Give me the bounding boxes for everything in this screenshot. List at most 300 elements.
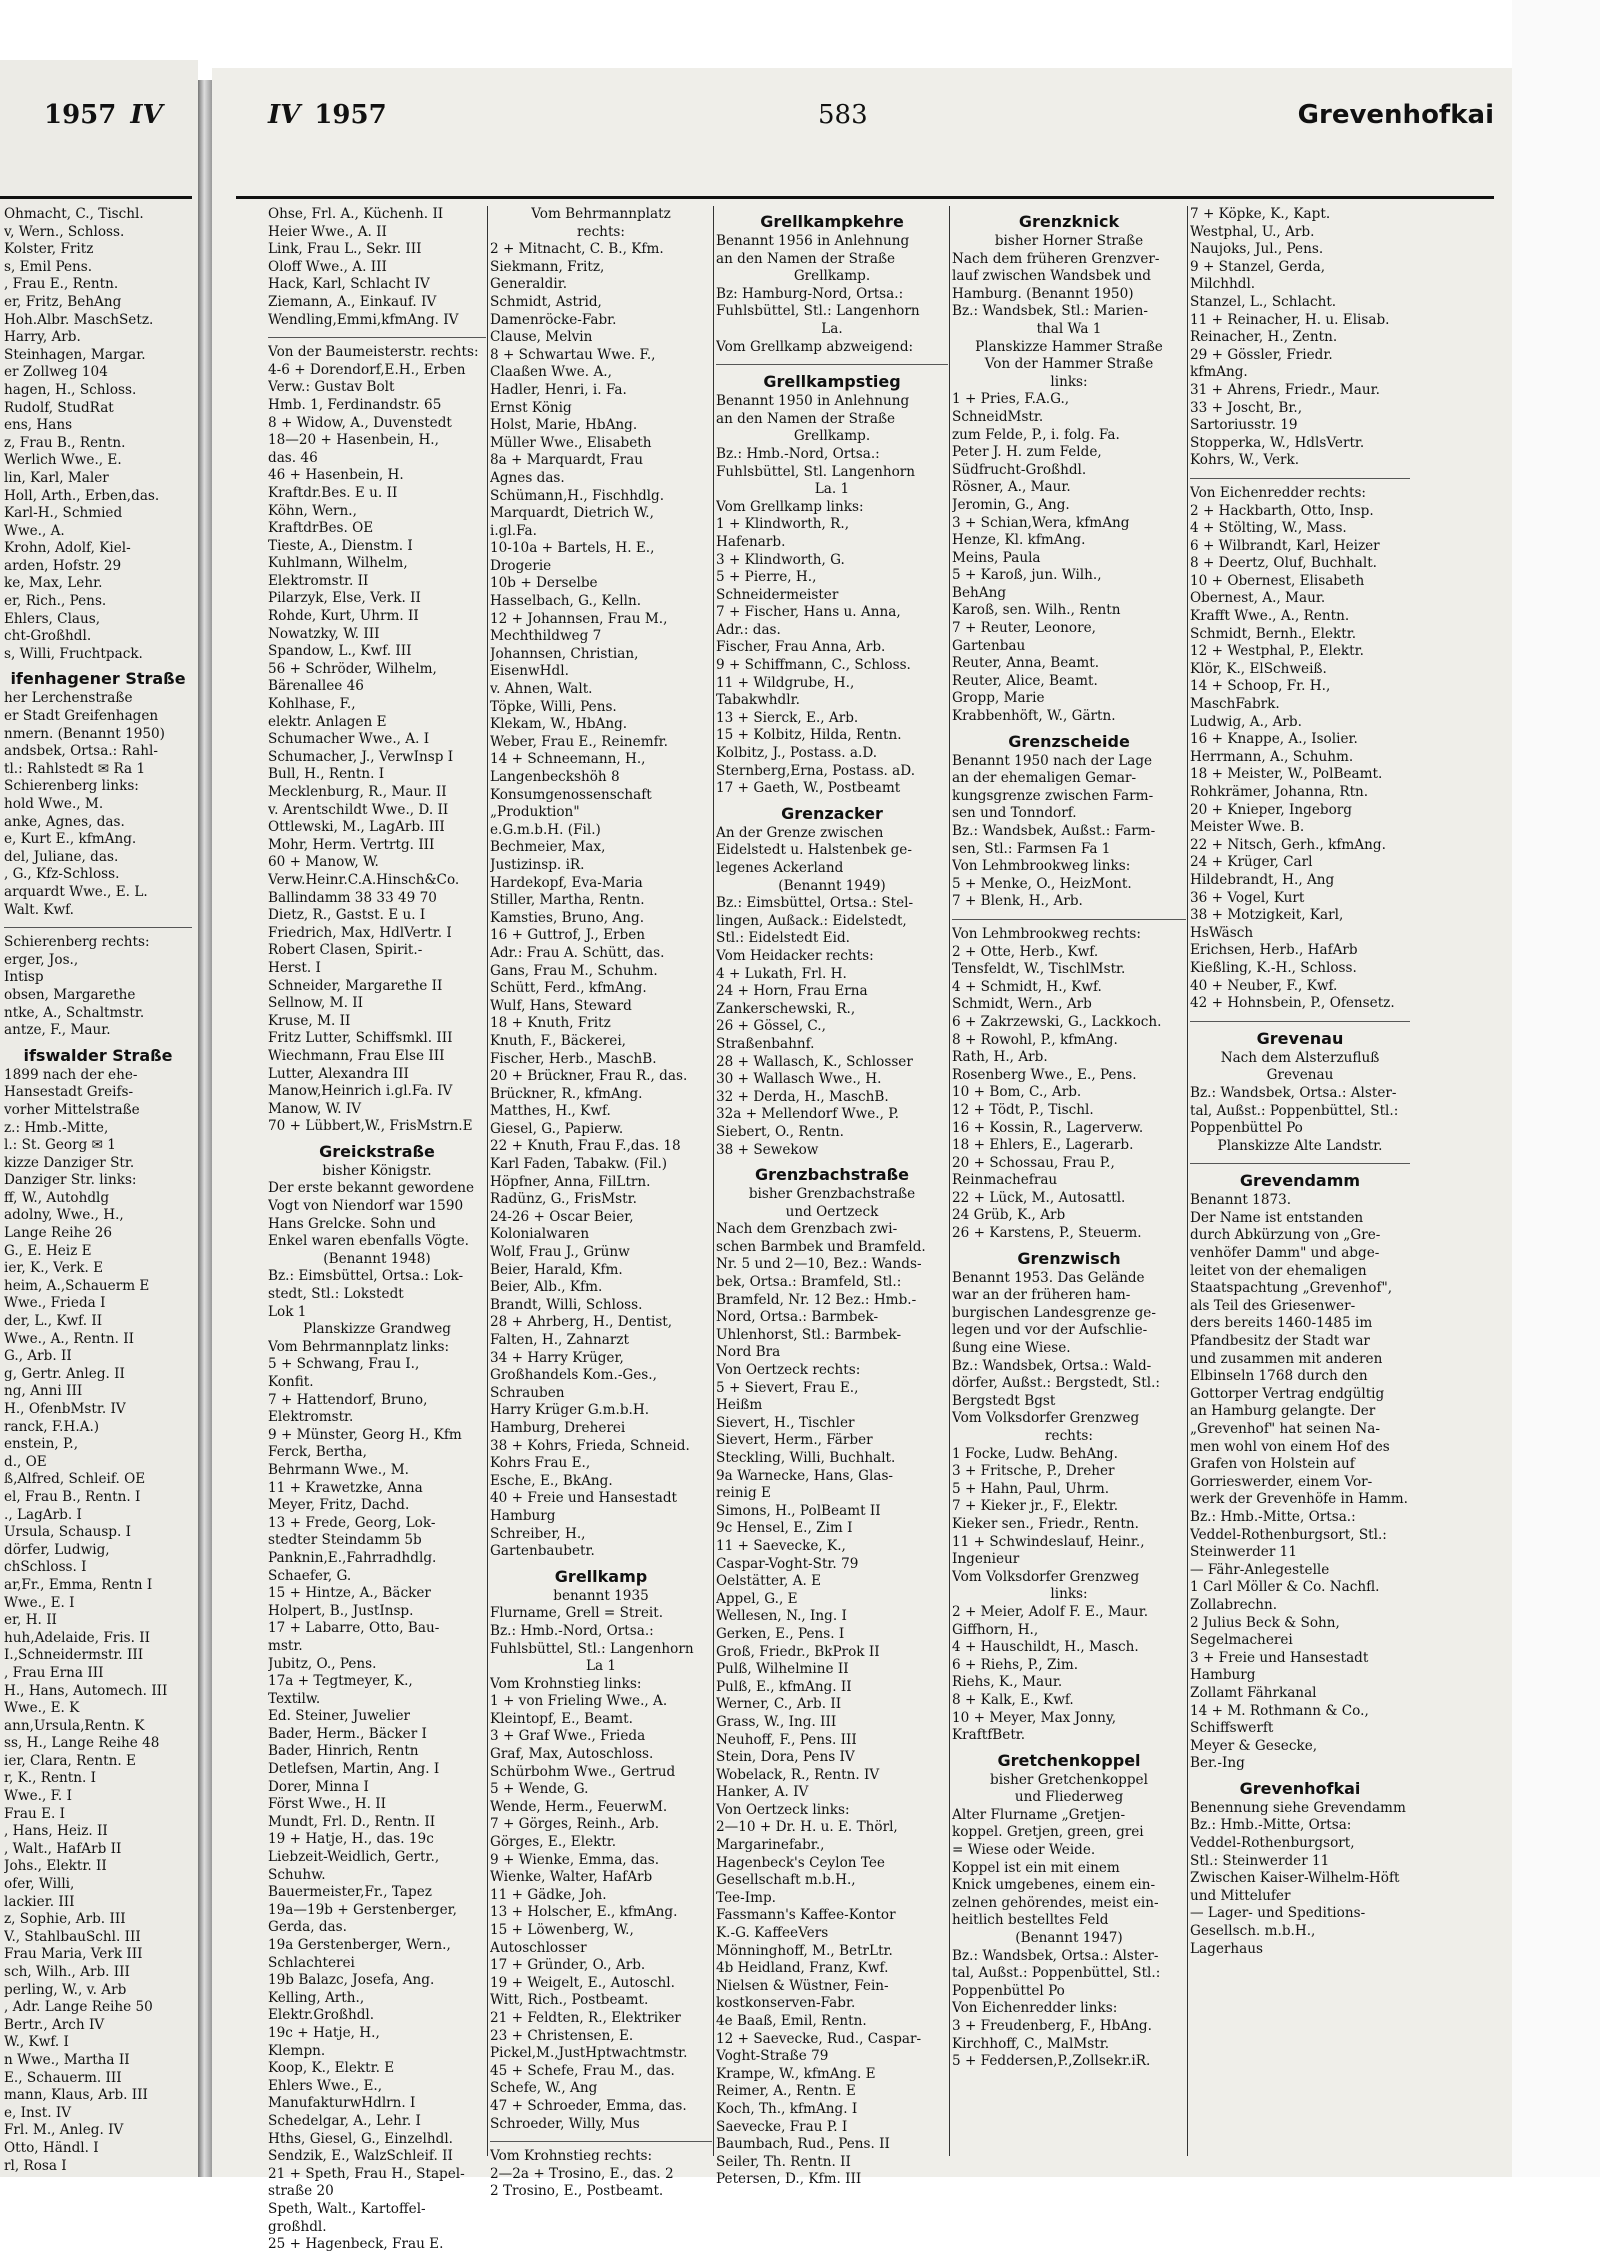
directory-entry: er Stadt Greifenhagen bbox=[4, 708, 159, 725]
directory-entry: Siebert, O., Rentn. bbox=[716, 1123, 844, 1140]
directory-entry: Textilw. bbox=[268, 1690, 321, 1707]
directory-entry: n Wwe., Martha II bbox=[4, 2051, 130, 2068]
directory-entry: Reinmachefrau bbox=[952, 1172, 1058, 1189]
directory-entry: 6 + Wilbrandt, Karl, Heizer bbox=[1190, 537, 1380, 554]
directory-entry: 4 + Stölting, W., Mass. bbox=[1190, 520, 1347, 537]
directory-entry: ranck, F.H.A.) bbox=[4, 1418, 100, 1435]
directory-entry: Hamburg. (Benannt 1950) bbox=[952, 285, 1134, 302]
directory-entry: 32 + Derda, H., MaschB. bbox=[716, 1088, 889, 1105]
directory-entry: 9a Warnecke, Hans, Glas- bbox=[716, 1467, 894, 1484]
directory-entry: 25 + Hagenbeck, Frau E. bbox=[268, 2236, 444, 2253]
column-divider bbox=[487, 206, 488, 2156]
directory-entry: Wienke, Walter, HafArb bbox=[490, 1869, 653, 1886]
directory-entry: Gorrieswerder, einem Vor- bbox=[1190, 1473, 1373, 1490]
directory-entry: Karoß, sen. Wilh., Rentn bbox=[952, 602, 1121, 619]
directory-entry: Friedrich, Max, HdlVertr. I bbox=[268, 924, 452, 941]
directory-entry: Dietz, R., Gastst. E u. I bbox=[268, 907, 426, 924]
directory-entry: erger, Jos., bbox=[4, 951, 79, 968]
directory-entry: das. 46 bbox=[268, 449, 318, 466]
directory-entry: Gesellsch. m.b.H., bbox=[1190, 1923, 1316, 1940]
directory-entry: Weber, Frau E., Reinemfr. bbox=[490, 733, 668, 750]
directory-entry: Peter J. H. zum Felde, bbox=[952, 444, 1102, 461]
directory-entry: 5 + Wende, G. bbox=[490, 1781, 589, 1798]
directory-entry: Reinacher, H., Zentn. bbox=[1190, 329, 1338, 346]
directory-entry: Jeromin, G., Ang. bbox=[952, 496, 1070, 513]
centered-note: benannt 1935 bbox=[553, 1587, 649, 1604]
centered-note: La. 1 bbox=[814, 481, 850, 498]
centered-note: rechts: bbox=[577, 223, 625, 240]
directory-entry: Hafenarb. bbox=[716, 533, 786, 550]
directory-entry: Benennung siehe Grevendamm bbox=[1190, 1799, 1406, 1816]
directory-entry: Giesel, G., Papierw. bbox=[490, 1120, 624, 1137]
directory-entry: Pickel,M.,JustHptwachtmstr. bbox=[490, 2045, 688, 2062]
directory-entry: ntke, A., Schaltmstr. bbox=[4, 1004, 145, 1021]
directory-entry: , Frau E., Rentn. bbox=[4, 276, 119, 293]
directory-entry: er, Fritz, BehAng bbox=[4, 293, 122, 310]
directory-entry: arquardt Wwe., E. L. bbox=[4, 883, 148, 900]
directory-entry: Kolbitz, J., Postass. a.D. bbox=[716, 745, 878, 762]
directory-entry: enstein, P., bbox=[4, 1436, 79, 1453]
directory-entry: Fischer, Herb., MaschB. bbox=[490, 1050, 657, 1067]
directory-entry: Von Oertzeck links: bbox=[716, 1801, 850, 1818]
directory-entry: dörfer, Außst.: Bergstedt, Stl.: bbox=[952, 1375, 1160, 1392]
directory-entry: Vom Grellkamp abzweigend: bbox=[716, 338, 914, 355]
directory-entry: Beier, Alb., Kfm. bbox=[490, 1279, 603, 1296]
directory-entry: Graf, Max, Autoschloss. bbox=[490, 1746, 654, 1763]
directory-entry: 19 + Weigelt, E., Autoschl. bbox=[490, 1974, 675, 1991]
directory-column-4 bbox=[952, 206, 1186, 2071]
street-heading: Grevendamm bbox=[1239, 1171, 1361, 1191]
directory-entry: Sievert, Herm., Färber bbox=[716, 1432, 873, 1449]
directory-entry: An der Grenze zwischen bbox=[716, 824, 884, 841]
directory-entry: Frau Maria, Verk III bbox=[4, 1946, 143, 1963]
directory-entry: 24 + Horn, Frau Erna bbox=[716, 983, 868, 1000]
directory-entry: Groß, Friedr., BkProk II bbox=[716, 1643, 880, 1660]
directory-entry: 4b Heidland, Franz, Kwf. bbox=[716, 1960, 889, 1977]
directory-entry: Appel, G., E bbox=[716, 1590, 798, 1607]
directory-entry: ier, K., Verk. E bbox=[4, 1260, 104, 1277]
directory-entry: Steinwerder 11 bbox=[1190, 1544, 1297, 1561]
directory-entry: Schneider, Margarethe II bbox=[268, 977, 443, 994]
directory-entry: der, L., Kwf. II bbox=[4, 1313, 103, 1330]
directory-entry: 11 + Saevecke, K., bbox=[716, 1537, 846, 1554]
directory-entry: Wobelack, R., Rentn. IV bbox=[716, 1766, 880, 1783]
directory-entry: Nord Bra bbox=[716, 1344, 781, 1361]
directory-entry: , Adr. Lange Reihe 50 bbox=[4, 1999, 153, 2016]
directory-entry: Ohmacht, C., Tischl. bbox=[4, 206, 144, 222]
directory-entry: SchneidMstr. bbox=[952, 408, 1044, 425]
directory-entry: d., OE bbox=[4, 1453, 47, 1470]
directory-entry: „Produktion" bbox=[490, 804, 580, 821]
centered-note: rechts: bbox=[1045, 1428, 1093, 1444]
directory-entry: 10 + Obernest, Elisabeth bbox=[1190, 572, 1365, 589]
directory-entry: stedter Steindamm 5b bbox=[268, 1532, 422, 1549]
directory-entry: Von Eichenredder rechts: bbox=[1190, 484, 1367, 501]
directory-entry: 22 + Lück, M., Autosattl. bbox=[952, 1189, 1126, 1206]
directory-entry: 15 + Kolbitz, Hilda, Rentn. bbox=[716, 727, 902, 744]
directory-entry: ann,Ursula,Rentn. K bbox=[4, 1717, 145, 1734]
directory-entry: 6 + Riehs, P., Zim. bbox=[952, 1656, 1079, 1673]
directory-entry: vorher Mittelstraße bbox=[4, 1101, 140, 1118]
directory-entry: 9 + Stanzel, Gerda, bbox=[1190, 258, 1326, 275]
directory-entry: 3 + Fritsche, P., Dreher bbox=[952, 1463, 1115, 1480]
directory-entry: Naujoks, Jul., Pens. bbox=[1190, 241, 1324, 258]
directory-entry: Tensfeldt, W., TischlMstr. bbox=[952, 961, 1126, 978]
directory-entry: Vom Volksdorfer Grenzweg bbox=[952, 1568, 1140, 1585]
directory-entry: Gesellschaft m.b.H., bbox=[716, 1872, 856, 1889]
directory-entry: Poppenbüttel Po bbox=[952, 1982, 1065, 1999]
directory-entry: Schumacher, J., VerwInsp I bbox=[268, 748, 454, 765]
directory-entry: Hamburg, Dreherei bbox=[490, 1419, 626, 1436]
directory-entry: Ziemann, A., Einkauf. IV bbox=[268, 293, 437, 310]
directory-entry: Von der Baumeisterstr. rechts: bbox=[268, 344, 479, 361]
directory-entry: Stl.: Steinwerder 11 bbox=[1190, 1852, 1330, 1869]
directory-entry: 5 + Pierre, H., bbox=[716, 569, 817, 586]
directory-entry: Sellnow, M. II bbox=[268, 995, 363, 1012]
directory-entry: Grass, W., Ing. III bbox=[716, 1713, 837, 1730]
directory-entry: — Fähr-Anlegestelle bbox=[1190, 1561, 1330, 1578]
directory-entry: ManufakturwHdlrn. I bbox=[268, 2095, 416, 2112]
centered-note: Planskizze Alte Landstr. bbox=[1217, 1137, 1383, 1154]
directory-entry: 8 + Widow, A., Duvenstedt bbox=[268, 414, 452, 431]
directory-entry: Voght-Straße 79 bbox=[716, 2048, 829, 2065]
directory-entry: Vom Behrmannplatz links: bbox=[268, 1338, 450, 1355]
centered-note: Vom Behrmannplatz bbox=[531, 206, 671, 222]
directory-entry: e, Kurt E., kfmAng. bbox=[4, 831, 137, 848]
directory-entry: 1 + von Frieling Wwe., A. bbox=[490, 1693, 668, 1710]
directory-entry: 45 + Schefe, Frau M., das. bbox=[490, 2062, 675, 2079]
directory-entry: Ehlers, Claus, bbox=[4, 610, 101, 627]
directory-entry: Clause, Melvin bbox=[490, 329, 593, 346]
directory-entry: 46 + Hasenbein, H. bbox=[268, 467, 404, 484]
directory-entry: Bärenallee 46 bbox=[268, 678, 364, 695]
street-heading: Grenzscheide bbox=[1008, 731, 1130, 751]
directory-entry: Kuhlmann, Wilhelm, bbox=[268, 555, 408, 572]
directory-entry: Beier, Harald, Kfm. bbox=[490, 1261, 623, 1278]
directory-entry: 5 + Schwang, Frau I., bbox=[268, 1356, 420, 1373]
directory-entry: Harry Krüger G.m.b.H. bbox=[490, 1402, 650, 1419]
directory-entry: 8 + Rowohl, P., kfmAng. bbox=[952, 1031, 1118, 1048]
directory-entry: 24 + Krüger, Carl bbox=[1190, 854, 1313, 871]
centered-note: (Benannt 1947) bbox=[1015, 1930, 1123, 1947]
directory-entry: Wendling,Emmi,kfmAng. IV bbox=[268, 311, 459, 328]
directory-entry: 8a + Marquardt, Frau bbox=[490, 452, 643, 469]
directory-entry: Sievert, H., Tischler bbox=[716, 1414, 855, 1431]
column-divider bbox=[713, 206, 714, 2156]
directory-entry: 4 + Lukath, Frl. H. bbox=[716, 965, 847, 982]
directory-entry: Wwe., F. I bbox=[4, 1788, 72, 1805]
directory-entry: reinig E bbox=[716, 1485, 771, 1502]
directory-entry: Zwischen Kaiser-Wilhelm-Höft bbox=[1190, 1870, 1400, 1887]
directory-entry: Vom Krohnstieg links: bbox=[490, 1675, 642, 1692]
directory-entry: zum Felde, P., i. folg. Fa. bbox=[952, 426, 1120, 443]
directory-entry: Verw.: Gustav Bolt bbox=[268, 379, 395, 396]
directory-entry: Holst, Marie, HbAng. bbox=[490, 417, 638, 434]
directory-entry: 16 + Kossin, R., Lagerverw. bbox=[952, 1119, 1144, 1136]
directory-entry: 1 + Pries, F.A.G., bbox=[952, 391, 1070, 408]
directory-entry: er, H. II bbox=[4, 1612, 57, 1629]
directory-entry: Schmidt, Astrid, bbox=[490, 293, 602, 310]
directory-entry: Kruse, M. II bbox=[268, 1012, 351, 1029]
directory-entry: Gerken, E., Pens. I bbox=[716, 1625, 845, 1642]
directory-entry: Hanker, A. IV bbox=[716, 1784, 809, 1801]
directory-entry: HsWäsch bbox=[1190, 924, 1254, 941]
directory-entry: 12 + Johannsen, Frau M., bbox=[490, 610, 668, 627]
directory-entry: 13 + Sierck, E., Arb. bbox=[716, 709, 859, 726]
directory-entry: 42 + Hohnsbein, P., Ofensetz. bbox=[1190, 995, 1395, 1012]
directory-entry: tal, Außst.: Poppenbüttel, Stl.: bbox=[1190, 1102, 1399, 1119]
directory-entry: 8 + Schwartau Wwe. F., bbox=[490, 346, 656, 363]
column-divider bbox=[1187, 206, 1188, 2156]
directory-entry: 21 + Speth, Frau H., Stapel- bbox=[268, 2165, 465, 2182]
directory-entry: heitlich bestelltes Feld bbox=[952, 1912, 1109, 1929]
directory-entry: Hoh.Albr. MaschSetz. bbox=[4, 311, 154, 328]
directory-entry: Poppenbüttel Po bbox=[1190, 1120, 1303, 1137]
directory-entry: Klekam, W., HbAng. bbox=[490, 716, 628, 733]
directory-entry: Gans, Frau M., Schuhm. bbox=[490, 962, 658, 979]
directory-entry: schen Barmbek und Bramfeld. bbox=[716, 1238, 926, 1255]
directory-entry: Milchhdl. bbox=[1190, 276, 1256, 293]
directory-entry: Kohlhase, F., bbox=[268, 696, 356, 713]
directory-entry: Falten, H., Zahnarzt bbox=[490, 1332, 629, 1348]
directory-entry: chSchloss. I bbox=[4, 1559, 87, 1576]
directory-entry: „Grevenhof" hat seinen Na- bbox=[1190, 1421, 1380, 1437]
directory-entry: obsen, Margarethe bbox=[4, 986, 136, 1003]
directory-entry: Görges, E., Elektr. bbox=[490, 1834, 617, 1851]
directory-entry: Hardekopf, Eva-Maria bbox=[490, 874, 643, 891]
directory-entry: 2 + Hackbarth, Otto, Insp. bbox=[1190, 502, 1374, 519]
centered-note: Grevenau bbox=[1266, 1067, 1334, 1084]
directory-entry: 7 + Blenk, H., Arb. bbox=[952, 893, 1083, 910]
directory-entry: Segelmacherei bbox=[1190, 1632, 1293, 1649]
directory-entry: Ernst König bbox=[490, 399, 572, 416]
directory-entry: Kießling, K.-H., Schloss. bbox=[1190, 959, 1357, 976]
street-heading: Grenzacker bbox=[781, 803, 883, 823]
directory-entry: Spandow, L., Kwf. III bbox=[268, 643, 412, 660]
directory-entry: Robert Clasen, Spirit.- bbox=[268, 942, 423, 959]
directory-entry: 3 + Klindworth, G. bbox=[716, 551, 845, 568]
directory-entry: , Walt., HafArb II bbox=[4, 1840, 122, 1857]
directory-entry: Mechthildweg 7 bbox=[490, 628, 602, 645]
directory-entry: Verw.Heinr.C.A.Hinsch&Co. bbox=[268, 871, 460, 888]
directory-entry: Nach dem Grenzbach zwi- bbox=[716, 1221, 898, 1238]
street-heading: Greickstraße bbox=[319, 1141, 435, 1161]
directory-entry: 12 + Saevecke, Rud., Caspar- bbox=[716, 2030, 922, 2047]
directory-entry: del, Juliane, das. bbox=[4, 848, 119, 865]
directory-entry: 5 + Karoß, jun. Wilh., bbox=[952, 567, 1102, 584]
directory-entry: 23 + Christensen, E. bbox=[490, 2027, 634, 2044]
directory-entry: EisenwHdl. bbox=[490, 663, 569, 680]
directory-entry: 21 + Feldten, R., Elektriker bbox=[490, 2009, 681, 2026]
centered-note: und Oertzeck bbox=[785, 1203, 879, 1220]
directory-entry: 18 + Knuth, Fritz bbox=[490, 1015, 611, 1032]
directory-entry: Tabakwhdlr. bbox=[716, 692, 800, 709]
directory-entry: Kelling, Arth., bbox=[268, 1989, 365, 2006]
directory-entry: 10 + Meyer, Max Jonny, bbox=[952, 1709, 1117, 1726]
directory-entry: 12 + Tödt, P., Tischl. bbox=[952, 1101, 1094, 1118]
directory-entry: Heier Wwe., A. II bbox=[268, 223, 387, 240]
directory-entry: 3 + Freie und Hansestadt bbox=[1190, 1649, 1369, 1666]
directory-entry: Ludwig, A., Arb. bbox=[1190, 713, 1302, 730]
directory-entry: Erichsen, Herb., HafArb bbox=[1190, 942, 1358, 959]
street-heading: Grellkamp bbox=[554, 1566, 648, 1586]
directory-entry: Hamburg bbox=[1190, 1667, 1256, 1684]
directory-entry: 22 + Nitsch, Gerh., kfmAng. bbox=[1190, 836, 1386, 853]
directory-entry: Fischer, Frau Anna, Arb. bbox=[716, 639, 886, 656]
directory-entry: Rudolf, StudRat bbox=[4, 399, 114, 416]
street-heading: Grellkampstieg bbox=[763, 372, 901, 392]
directory-entry: 5 + Hahn, Paul, Uhrm. bbox=[952, 1480, 1110, 1497]
directory-entry: Köhn, Wern., bbox=[268, 502, 357, 519]
directory-entry: Ehlers Wwe., E., bbox=[268, 2077, 383, 2094]
directory-entry: 7 + Görges, Reinh., Arb. bbox=[490, 1816, 660, 1833]
directory-entry: r, K., Rentn. I bbox=[4, 1770, 97, 1787]
directory-entry: Först Wwe., H. II bbox=[268, 1796, 386, 1813]
directory-entry: 11 + Krawetzke, Anna bbox=[268, 1479, 423, 1496]
directory-entry: ß,Alfred, Schleif. OE bbox=[4, 1471, 146, 1488]
directory-entry: Elektromstr. bbox=[268, 1409, 354, 1426]
directory-entry: venhöfer Damm" und abge- bbox=[1190, 1245, 1380, 1262]
directory-entry: Ferck, Bertha, bbox=[268, 1444, 367, 1461]
directory-entry: Veddel-Rothenburgsort, Stl.: bbox=[1190, 1526, 1387, 1543]
running-head: Grevenhofkai bbox=[1297, 100, 1494, 130]
directory-entry: Hadler, Henri, i. Fa. bbox=[490, 381, 627, 398]
directory-entry: Brandt, Willi, Schloss. bbox=[490, 1296, 643, 1313]
directory-entry: Kolster, Fritz bbox=[4, 241, 94, 258]
directory-entry: Der erste bekannt gewordene bbox=[268, 1180, 475, 1197]
directory-entry: Karl Faden, Tabakw. (Fil.) bbox=[490, 1156, 668, 1173]
directory-entry: Schneidermeister bbox=[716, 586, 839, 603]
directory-entry: 28 + Wallasch, K., Schlosser bbox=[716, 1053, 913, 1070]
directory-entry: Reuter, Anna, Beamt. bbox=[952, 655, 1100, 672]
directory-entry: Detlefsen, Martin, Ang. I bbox=[268, 1761, 440, 1778]
directory-entry: Nielsen & Wüstner, Fein- bbox=[716, 1977, 889, 1994]
directory-entry: Schlachterei bbox=[268, 1954, 355, 1971]
directory-entry: Krabbenhöft, W., Gärtn. bbox=[952, 708, 1116, 725]
directory-entry: Pulß, E., kfmAng. II bbox=[716, 1678, 852, 1695]
directory-entry: W., Kwf. I bbox=[4, 2034, 69, 2051]
directory-entry: Ohse, Frl. A., Küchenh. II bbox=[268, 206, 444, 222]
directory-entry: Siekmann, Fritz, bbox=[490, 258, 605, 275]
left-page-volume: IV bbox=[130, 100, 163, 130]
directory-entry: Müller Wwe., Elisabeth bbox=[490, 434, 652, 451]
directory-entry: Bz.: Eimsbüttel, Ortsa.: Lok- bbox=[268, 1268, 464, 1285]
centered-note: und Fliederweg bbox=[1014, 1789, 1124, 1806]
directory-entry: E., Schauerm. III bbox=[4, 2069, 122, 2086]
directory-entry: ßung eine Wiese. bbox=[952, 1340, 1071, 1357]
directory-entry: Frau E. I bbox=[4, 1805, 66, 1822]
directory-entry: 20 + Knieper, Ingeborg bbox=[1190, 801, 1352, 818]
directory-entry: Claaßen Wwe. A., bbox=[490, 364, 612, 381]
directory-entry: Ber.-Ing bbox=[1190, 1755, 1245, 1772]
directory-entry: Elektromstr. II bbox=[268, 572, 369, 589]
directory-entry: 4-6 + Dorendorf,E.H., Erben bbox=[268, 361, 466, 378]
directory-entry: Mönninghoff, M., BetrLtr. bbox=[716, 1942, 893, 1959]
directory-entry: Flurname, Grell = Streit. bbox=[490, 1605, 664, 1622]
directory-entry: Schreiber, H., bbox=[490, 1525, 586, 1542]
directory-entry: 3 + Freudenberg, F., HbAng. bbox=[952, 2018, 1152, 2034]
directory-entry: antze, F., Maur. bbox=[4, 1022, 111, 1039]
directory-entry: Karl-H., Schmied bbox=[4, 505, 123, 522]
directory-entry: Bz.: Hmb.-Mitte, Ortsa: bbox=[1190, 1817, 1352, 1834]
directory-entry: 3 + Graf Wwe., Frieda bbox=[490, 1728, 646, 1745]
directory-entry: Bz.: Hmb.-Mitte, Ortsa.: bbox=[1190, 1508, 1356, 1525]
directory-entry: Stopperka, W., HdlsVertr. bbox=[1190, 434, 1365, 451]
directory-entry: 4e Baaß, Emil, Rentn. bbox=[716, 2013, 867, 2029]
directory-entry: sch, Wilh., Arb. III bbox=[4, 1964, 130, 1980]
directory-entry: Klempn. bbox=[268, 2042, 326, 2059]
directory-entry: 11 + Reinacher, H. u. Elisab. bbox=[1190, 311, 1390, 328]
directory-entry: dörfer, Ludwig, bbox=[4, 1541, 110, 1558]
directory-entry: an der ehemaligen Gemar- bbox=[952, 770, 1137, 787]
header-volume-year bbox=[268, 100, 387, 130]
street-heading: Grellkampkehre bbox=[760, 212, 904, 231]
directory-entry: 14 + M. Rothmann & Co., bbox=[1190, 1702, 1369, 1719]
directory-entry: ens, Hans bbox=[4, 417, 73, 434]
directory-entry: ss, H., Lange Reihe 48 bbox=[4, 1735, 160, 1752]
directory-entry: Ed. Steiner, Juwelier bbox=[268, 1708, 411, 1725]
directory-entry: Adr.: Frau A. Schütt, das. bbox=[490, 944, 665, 961]
directory-entry: Baumbach, Rud., Pens. II bbox=[716, 2136, 890, 2153]
directory-entry: 29 + Gössler, Friedr. bbox=[1190, 346, 1333, 363]
directory-entry: Frl. M., Anleg. IV bbox=[4, 2122, 124, 2139]
directory-entry: ofer, Willi, bbox=[4, 1876, 75, 1893]
directory-entry: Autoschlosser bbox=[490, 1939, 587, 1956]
directory-entry: Uhlenhorst, Stl.: Barmbek- bbox=[716, 1326, 902, 1343]
street-heading: ifenhagener Straße bbox=[10, 669, 186, 689]
directory-entry: Kolonialwaren bbox=[490, 1226, 590, 1243]
directory-entry: Oloff Wwe., A. III bbox=[268, 258, 387, 275]
directory-entry: Schmidt, Bernh., Elektr. bbox=[1190, 625, 1357, 642]
directory-entry: ar,Fr., Emma, Rentn I bbox=[4, 1576, 153, 1593]
directory-entry: 5 + Menke, O., HeizMont. bbox=[952, 875, 1132, 892]
directory-entry: Krampe, W., kfmAng. E bbox=[716, 2065, 876, 2082]
directory-entry: Straßenbahnf. bbox=[716, 1035, 815, 1052]
directory-entry: Esche, E., BkAng. bbox=[490, 1472, 613, 1489]
directory-entry: Brückner, R., kfmAng. bbox=[490, 1085, 643, 1102]
directory-entry: 2 Julius Beck & Sohn, bbox=[1190, 1614, 1340, 1631]
directory-entry: Johannsen, Christian, bbox=[490, 645, 639, 662]
directory-entry: Kohrs, W., Verk. bbox=[1190, 452, 1300, 469]
directory-entry: Von Lehmbrookweg rechts: bbox=[952, 925, 1141, 942]
directory-entry: 19 + Hatje, H., das. 19c bbox=[268, 1831, 434, 1848]
directory-entry: 1899 nach der ehe- bbox=[4, 1066, 138, 1083]
directory-entry: Hamburg bbox=[490, 1507, 556, 1524]
directory-entry: 24 Grüb, K., Arb bbox=[952, 1207, 1066, 1224]
directory-entry: Schroeder, Willy, Mus bbox=[490, 2115, 640, 2132]
street-heading: ifswalder Straße bbox=[23, 1045, 173, 1065]
directory-entry: 10b + Derselbe bbox=[490, 575, 598, 592]
centered-note: (Benannt 1949) bbox=[778, 877, 886, 894]
directory-entry: Kirchhoff, C., MalMstr. bbox=[952, 2035, 1110, 2052]
directory-entry: Marquardt, Dietrich W., bbox=[490, 505, 654, 522]
directory-entry: v. Arentschildt Wwe., D. II bbox=[268, 801, 449, 818]
directory-entry: Gottorper Vertrag endgültig bbox=[1190, 1385, 1385, 1402]
directory-entry: Johs., Elektr. II bbox=[4, 1858, 107, 1875]
directory-entry: Elektr.Großhdl. bbox=[268, 2007, 375, 2024]
directory-entry: V., StahlbauSchl. III bbox=[4, 1928, 141, 1945]
directory-entry: Rohkrämer, Johanna, Rtn. bbox=[1190, 784, 1369, 800]
street-heading: Grenzbachstraße bbox=[755, 1165, 909, 1185]
directory-entry: 22 + Knuth, Frau F.,das. 18 bbox=[490, 1138, 681, 1155]
directory-entry: Benannt 1956 in Anlehnung bbox=[716, 233, 910, 249]
directory-entry: Staatspachtung „Grevenhof", bbox=[1190, 1280, 1393, 1297]
directory-entry: Bz.: Wandsbek, Außst.: Farm- bbox=[952, 823, 1156, 839]
directory-entry: Krafft Wwe., A., Rentn. bbox=[1190, 608, 1350, 625]
directory-column-3 bbox=[716, 206, 948, 2189]
centered-note: La 1 bbox=[585, 1658, 617, 1675]
book-spine bbox=[198, 80, 212, 2177]
